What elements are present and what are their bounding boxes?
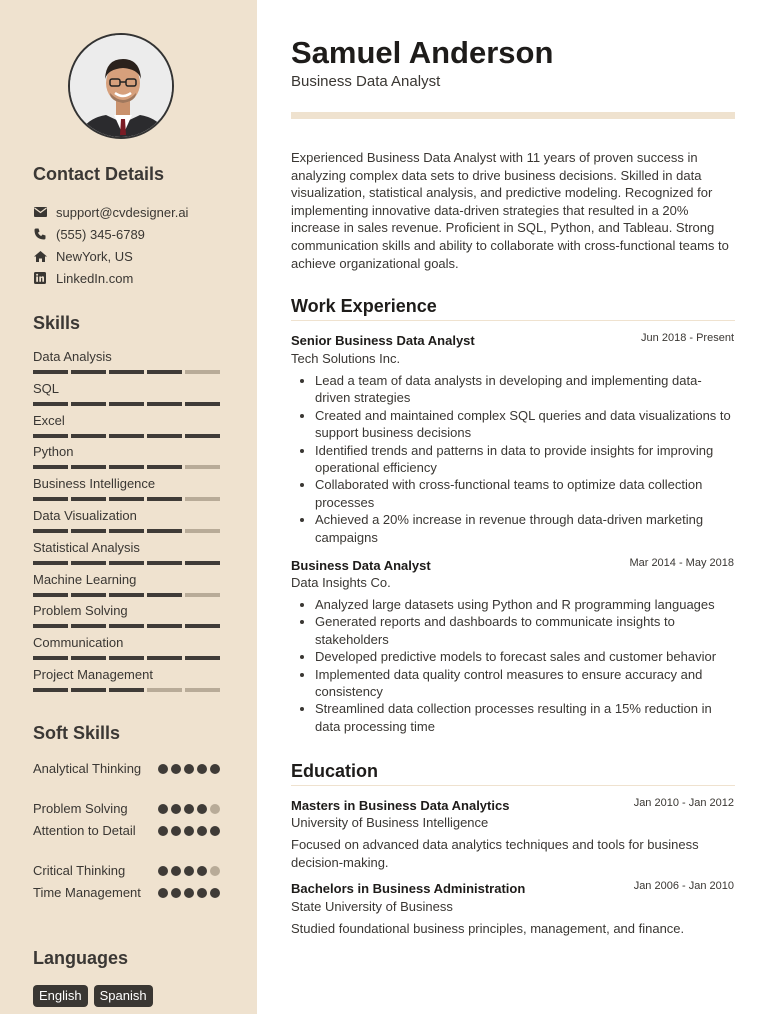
skill-level-segment (109, 529, 144, 533)
languages-heading: Languages (33, 948, 129, 968)
skill-level-segment (147, 593, 182, 597)
skill-level-segment (33, 434, 68, 438)
skill-level-segment (71, 370, 106, 374)
skill-level-segment (109, 370, 144, 374)
soft-skill-label: Problem Solving (33, 801, 128, 816)
profile-photo (70, 35, 174, 139)
languages-list (33, 985, 153, 1007)
education-dates: Jan 2006 - Jan 2010 (633, 880, 734, 892)
candidate-name: Samuel Anderson (291, 35, 554, 70)
skill-level-bars (33, 561, 223, 565)
job-title: Senior Business Data Analyst (291, 333, 475, 348)
soft-skill-rating (158, 888, 220, 898)
rating-dot (158, 888, 168, 898)
skill-level-segment (33, 402, 68, 406)
contact-linkedin-text: LinkedIn.com (56, 270, 134, 286)
skill-level-segment (147, 370, 182, 374)
skill-level-segment (185, 497, 220, 501)
rating-dot (184, 764, 194, 774)
rating-dot (197, 866, 207, 876)
skill-level-segment (109, 688, 144, 692)
skill-item (33, 349, 223, 374)
list-item: Lead a team of data analysts in developing and implementing data-driven strategies (315, 372, 737, 407)
contact-phone[interactable] (33, 225, 145, 243)
candidate-title: Business Data Analyst (291, 73, 441, 90)
skill-level-segment (71, 561, 106, 565)
skill-level-segment (109, 593, 144, 597)
skill-level-segment (71, 688, 106, 692)
skill-item (33, 381, 223, 406)
school-name: University of Business Intelligence (291, 815, 489, 830)
skill-label: Data Visualization (33, 508, 137, 523)
list-item: Identified trends and patterns in data to provide insights for improving operational efficiency (315, 442, 737, 477)
soft-skill-label: Critical Thinking (33, 863, 126, 878)
skill-label: Excel (33, 412, 65, 428)
skill-level-segment (147, 497, 182, 501)
soft-skill-label: Time Management (33, 885, 141, 900)
skill-level-segment (109, 624, 144, 628)
job-bullets (291, 372, 737, 546)
soft-skill-rating (158, 866, 220, 876)
skill-level-segment (109, 434, 144, 438)
skill-label: Python (33, 444, 74, 460)
skill-level-segment (33, 370, 68, 374)
skill-level-segment (71, 497, 106, 501)
skill-item (33, 444, 223, 469)
rating-dot (210, 826, 220, 836)
summary-text: Experienced Business Data Analyst with 11 years of proven success in analyzing complex data sets to drive business decisions. Skilled in data visualization, statistical analysis, and predictive modeling. Recognized for implementing innovative data-driven strategies that resulted in a 20% increase in sales revenue. Proficient in SQL, Python, and Tableau. Strong communication skills and ability to collaborate with cross-functional teams to achieve organizational goals. (291, 150, 729, 271)
skill-level-bars (33, 497, 223, 501)
rating-dot (171, 764, 181, 774)
list-item: Created and maintained complex SQL queries and data visualizations to support business decisions (315, 407, 737, 442)
envelope-icon (33, 205, 47, 219)
skill-item (33, 635, 223, 660)
list-item: Achieved a 20% increase in revenue through data-driven marketing campaigns (315, 511, 737, 546)
rating-dot (184, 888, 194, 898)
skill-item (33, 508, 223, 533)
skill-level-segment (185, 529, 220, 533)
skill-level-segment (147, 402, 182, 406)
education-dates: Jan 2010 - Jan 2012 (633, 797, 734, 809)
rating-dot (197, 764, 207, 774)
skill-level-segment (33, 529, 68, 533)
accent-bar (291, 112, 735, 119)
sidebar (0, 0, 257, 1014)
skill-label: Project Management (33, 667, 153, 682)
rating-dot (184, 804, 194, 814)
degree-title: Masters in Business Data Analytics (291, 798, 510, 813)
rating-dot (158, 866, 168, 876)
soft-skill-item (33, 760, 223, 778)
skill-level-segment (185, 465, 220, 469)
rating-dot (210, 804, 220, 814)
skill-level-segment (109, 656, 144, 660)
skill-level-bars (33, 624, 223, 628)
skill-level-segment (71, 593, 106, 597)
section-divider (291, 320, 735, 321)
contact-location-text: NewYork, US (56, 248, 133, 264)
skill-level-segment (109, 497, 144, 501)
skill-level-segment (71, 402, 106, 406)
skill-level-bars (33, 402, 223, 406)
soft-skill-rating (158, 764, 220, 774)
skill-label: Problem Solving (33, 603, 128, 619)
skill-item (33, 413, 223, 438)
skill-level-segment (185, 402, 220, 406)
skill-item (33, 603, 223, 628)
skill-level-segment (185, 370, 220, 374)
rating-dot (158, 804, 168, 814)
home-icon (33, 249, 47, 263)
soft-skill-rating (158, 804, 220, 814)
skill-level-segment (147, 561, 182, 565)
rating-dot (158, 826, 168, 836)
contact-email-text: support@cvdesigner.ai (56, 204, 189, 220)
rating-dot (210, 888, 220, 898)
job-dates: Jun 2018 - Present (641, 332, 734, 344)
soft-skill-item (33, 862, 223, 880)
list-item: Collaborated with cross-functional teams to optimize data collection processes (315, 476, 737, 511)
skill-label: Machine Learning (33, 571, 137, 587)
language-pill: Spanish (94, 985, 153, 1007)
rating-dot (210, 866, 220, 876)
skill-item (33, 476, 223, 501)
skill-level-segment (147, 656, 182, 660)
rating-dot (184, 866, 194, 876)
contact-location (33, 247, 133, 265)
skill-level-segment (33, 465, 68, 469)
list-item: Generated reports and dashboards to communicate insights to stakeholders (315, 613, 737, 648)
job-bullets (291, 596, 737, 735)
skill-level-segment (71, 656, 106, 660)
section-divider (291, 785, 735, 786)
skills-heading: Skills (33, 313, 81, 333)
work-heading: Work Experience (291, 296, 437, 316)
skill-level-bars (33, 434, 223, 438)
skill-level-segment (185, 688, 220, 692)
skill-level-segment (33, 656, 68, 660)
rating-dot (197, 804, 207, 814)
soft-skill-label: Attention to Detail (33, 823, 136, 838)
soft-skill-label: Analytical Thinking (33, 761, 142, 776)
skill-level-segment (147, 529, 182, 533)
contact-linkedin[interactable] (33, 269, 133, 287)
list-item: Developed predictive models to forecast sales and customer behavior (315, 648, 737, 665)
school-name: State University of Business (291, 899, 453, 914)
rating-dot (210, 764, 220, 774)
skill-level-segment (33, 561, 68, 565)
skill-level-segment (147, 434, 182, 438)
job-company: Tech Solutions Inc. (291, 351, 401, 366)
linkedin-icon (33, 271, 47, 285)
phone-icon (33, 227, 47, 241)
skill-level-segment (33, 688, 68, 692)
skill-level-segment (109, 561, 144, 565)
degree-title: Bachelors in Business Administration (291, 881, 526, 896)
rating-dot (197, 826, 207, 836)
skill-level-segment (33, 624, 68, 628)
skill-level-bars (33, 370, 223, 374)
skill-label: Business Intelligence (33, 476, 156, 492)
skill-level-bars (33, 529, 223, 533)
skill-level-segment (71, 434, 106, 438)
rating-dot (184, 826, 194, 836)
main-content (257, 0, 768, 1014)
rating-dot (171, 866, 181, 876)
skill-level-segment (185, 656, 220, 660)
language-pill: English (33, 985, 88, 1007)
soft-skill-item (33, 884, 223, 902)
skill-label: Communication (33, 635, 124, 651)
skill-level-bars (33, 656, 223, 660)
soft-skills-heading: Soft Skills (33, 723, 121, 743)
skill-level-segment (147, 688, 182, 692)
skill-label: Data Analysis (33, 349, 112, 364)
rating-dot (158, 764, 168, 774)
list-item: Streamlined data collection processes resulting in a 15% reduction in data processing time (315, 700, 737, 735)
skill-level-segment (147, 465, 182, 469)
skill-level-segment (71, 529, 106, 533)
skill-level-segment (185, 624, 220, 628)
skill-item (33, 540, 223, 565)
skill-level-segment (71, 465, 106, 469)
rating-dot (171, 804, 181, 814)
skill-level-segment (33, 497, 68, 501)
skill-level-segment (109, 465, 144, 469)
skill-level-bars (33, 465, 223, 469)
education-description: Studied foundational business principles, management, and finance. (291, 921, 685, 936)
education-heading: Education (291, 761, 379, 781)
rating-dot (197, 888, 207, 898)
rating-dot (171, 826, 181, 836)
job-company: Data Insights Co. (291, 575, 391, 590)
rating-dot (171, 888, 181, 898)
contact-email[interactable] (33, 203, 188, 221)
contact-heading: Contact Details (33, 164, 165, 184)
soft-skill-item (33, 822, 223, 840)
skill-level-segment (147, 624, 182, 628)
skill-label: SQL (33, 380, 60, 396)
skill-item (33, 667, 223, 692)
avatar (68, 33, 174, 139)
skill-level-segment (185, 593, 220, 597)
skill-level-segment (109, 402, 144, 406)
skill-level-segment (185, 434, 220, 438)
skill-level-segment (71, 624, 106, 628)
list-item: Implemented data quality control measures to ensure accuracy and consistency (315, 666, 737, 701)
skill-level-segment (185, 561, 220, 565)
skill-level-bars (33, 688, 223, 692)
soft-skill-item (33, 800, 223, 818)
soft-skill-rating (158, 826, 220, 836)
skill-item (33, 572, 223, 597)
skill-label: Statistical Analysis (33, 539, 140, 555)
contact-phone-text: (555) 345-6789 (56, 226, 145, 242)
job-dates: Mar 2014 - May 2018 (629, 557, 734, 569)
list-item: Analyzed large datasets using Python and R programming languages (315, 596, 737, 613)
skill-level-bars (33, 593, 223, 597)
skill-level-segment (33, 593, 68, 597)
education-description: Focused on advanced data analytics techniques and tools for business decision-making. (291, 837, 699, 870)
job-title: Business Data Analyst (291, 558, 431, 573)
